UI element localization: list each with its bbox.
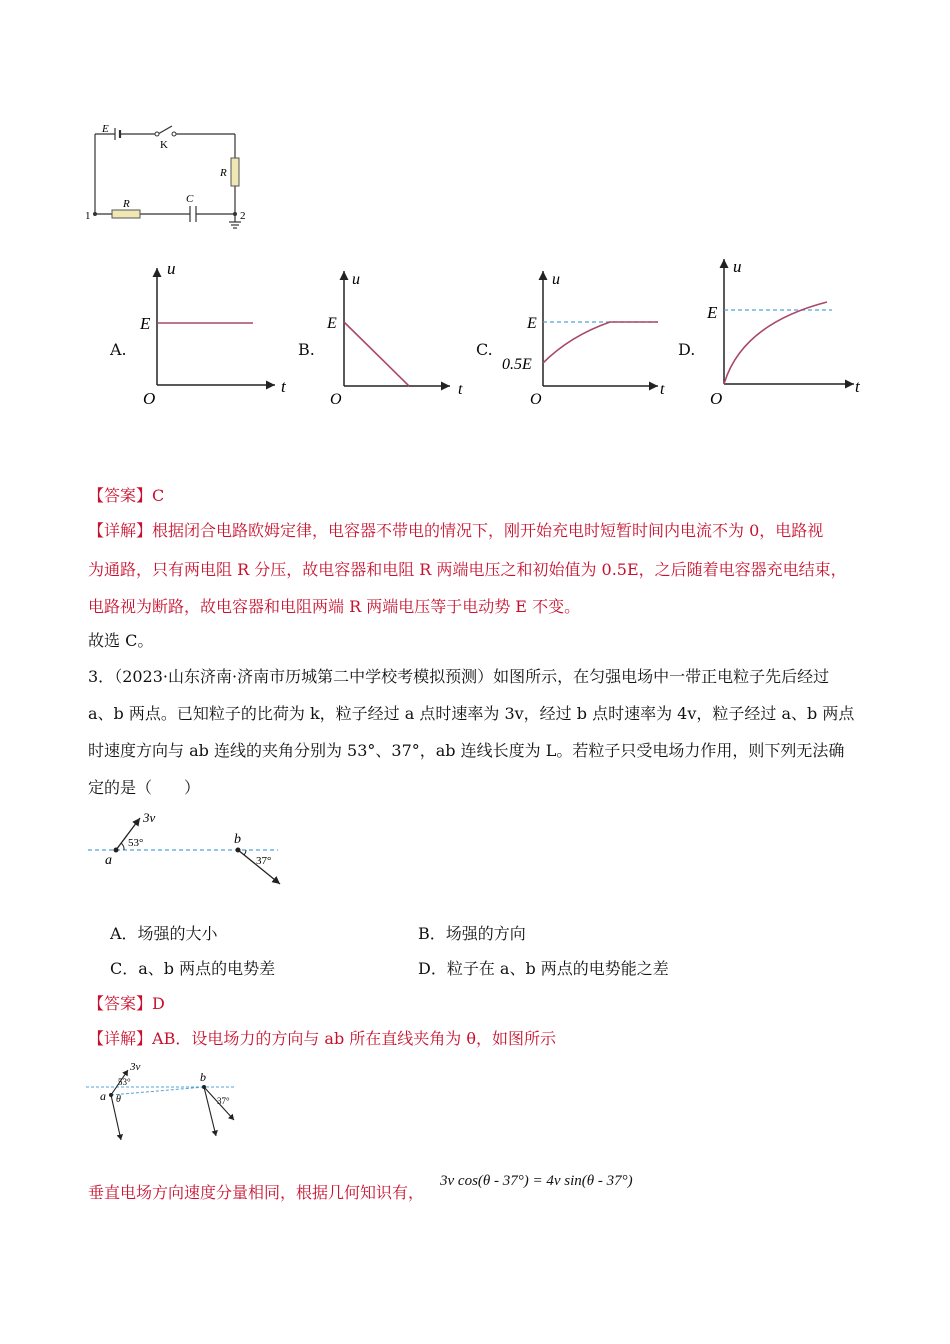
angle-b-label: 37° [256, 855, 272, 867]
axis-u: u [733, 257, 742, 276]
point-b-label: b [200, 1070, 206, 1084]
option-b-label: B. [298, 340, 315, 359]
detail-text: AB．设电场力的方向与 ab 所在直线夹角为 θ，如图所示 [152, 1029, 557, 1048]
y-label-E: E [327, 315, 337, 332]
angle-a-label: 53° [128, 837, 144, 849]
angle-a-label: 53° [118, 1077, 131, 1087]
point-a-label: a [105, 853, 112, 868]
point-b-label: b [234, 832, 241, 847]
graph-option-b [322, 266, 472, 411]
axis-t: t [660, 381, 665, 398]
velocity-label: 3v [130, 1061, 141, 1073]
q2-answer [88, 487, 164, 505]
q2-detail-line3: 电路视为断路，故电容器和电阻两端 R 两端电压等于电动势 E 不变。 [88, 597, 581, 616]
q2-detail-line1 [88, 522, 823, 540]
q3-equation: 3v cos(θ - 37°) = 4v sin(θ - 37°) [440, 1173, 633, 1189]
answer-value: D [152, 994, 165, 1013]
point-a-label: a [100, 1089, 106, 1103]
label-K: K [160, 139, 168, 151]
answer-tag: 【答案】 [88, 994, 153, 1013]
option-a-label: A. [110, 340, 127, 359]
q3-detail [88, 1030, 556, 1048]
y-label-half-E: 0.5E [502, 356, 532, 373]
detail-text: 根据闭合电路欧姆定律，电容器不带电的情况下，刚开始充电时短暂时间内电流不为 0，电路视 [152, 521, 824, 540]
origin-label: O [530, 391, 542, 408]
q3-velocity-figure [88, 808, 288, 890]
axis-t: t [281, 377, 286, 396]
axis-t: t [458, 381, 463, 398]
q3-number: 3． [88, 667, 115, 686]
q3-answer [88, 995, 165, 1013]
detail-tag: 【详解】 [88, 521, 153, 540]
q3-source: （2023·山东济南·济南市历城第二中学校考模拟预测）如图所示，在匀强电场中一带正电粒子先后经过 [114, 667, 830, 686]
q3-geometry-line: 垂直电场方向速度分量相同，根据几何知识有， [88, 1183, 425, 1202]
axis-u: u [552, 271, 560, 288]
origin-label: O [710, 389, 723, 408]
label-node2: 2 [240, 210, 246, 222]
label-C: C [186, 193, 194, 205]
q3-option-c[interactable]: C．a、b 两点的电势差 [110, 959, 276, 978]
q3-force-figure [86, 1058, 246, 1148]
axis-u: u [352, 271, 360, 288]
label-node1: 1 [85, 210, 91, 222]
y-label-E: E [527, 315, 537, 332]
origin-label: O [143, 389, 156, 408]
axis-u: u [167, 259, 176, 278]
angle-b-label: 37° [217, 1096, 230, 1106]
graph-option-a [135, 258, 295, 408]
graph-option-d [702, 254, 872, 409]
q3-line4: 定的是（ ） [88, 778, 201, 797]
graph-option-c [500, 266, 675, 411]
label-R-right: R [220, 167, 227, 179]
option-d-label: D. [678, 340, 696, 359]
label-R-bottom: R [123, 198, 130, 210]
q2-detail-line2: 为通路，只有两电阻 R 分压，故电容器和电阻 R 两端电压之和初始值为 0.5E，之后随着电容器充电结束， [88, 560, 847, 579]
q3-line3: 时速度方向与 ab 连线的夹角分别为 53°、37°，ab 连线长度为 L。若粒子只受电场力作用，则下列无法确 [88, 741, 845, 760]
q3-option-d[interactable]: D．粒子在 a、b 两点的电势能之差 [418, 959, 669, 978]
y-label-E: E [707, 303, 718, 322]
circuit-diagram [80, 118, 260, 240]
option-c-label: C. [476, 340, 493, 359]
q3-line1 [88, 668, 829, 686]
detail-tag: 【详解】 [88, 1029, 153, 1048]
axis-t: t [855, 377, 860, 396]
velocity-label: 3v [143, 810, 156, 825]
theta-label: θ [116, 1094, 121, 1105]
q3-option-b[interactable]: B．场强的方向 [418, 924, 526, 943]
answer-value: C [152, 486, 165, 505]
answer-tag: 【答案】 [88, 486, 153, 505]
label-E: E [102, 123, 109, 135]
q3-option-a[interactable]: A．场强的大小 [110, 924, 218, 943]
q2-conclusion: 故选 C。 [88, 631, 154, 650]
q3-line2: a、b 两点。已知粒子的比荷为 k，粒子经过 a 点时速率为 3v，经过 b 点时速率为 4v，粒子经过 a、b 两点 [88, 704, 855, 723]
origin-label: O [330, 391, 342, 408]
y-label-E: E [140, 314, 151, 333]
